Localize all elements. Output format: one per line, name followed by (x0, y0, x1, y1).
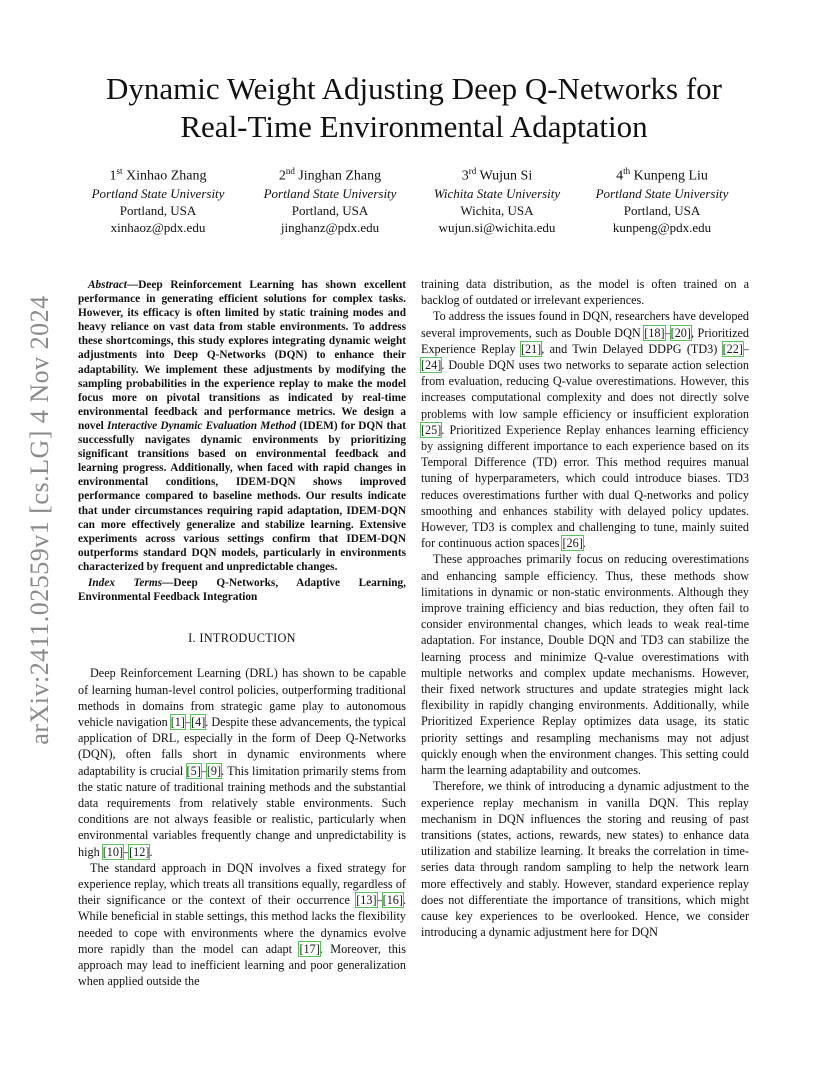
author-location: Portland, USA (119, 202, 197, 218)
section-title-initial: I (199, 631, 204, 646)
paragraph-text: Deep Reinforcement Learning (DRL) has shown to be capable of learning human-level control policies, outperforming traditional methods in domains from strategic game play to autonomous vehicle navigation (78, 666, 406, 729)
citation-link[interactable]: [26] (562, 536, 583, 551)
author-location: Portland, USA (291, 202, 369, 218)
paragraph-text: . Prioritized Experience Replay enhances learning efficiency by assigning different importance to each experience based on its Temporal Difference (TD) error. This method requires manual tuning of hyperparameters, which could introduce biases. TD3 reduces overestimations further with dual Q-networks and policy smoothing and enhances stability with delayed policy updates. However, TD3 is complex and challenging to tune, mainly suited for continuous action spaces (421, 422, 749, 551)
paragraph-text: , Prioritized Experience Replay (421, 325, 749, 356)
paragraph-text: To address the issues found in DQN, researchers have developed several improvements, such as Double DQN (421, 309, 749, 340)
citation-link[interactable]: [21] (520, 341, 542, 356)
author-name-text: Kunpeng Liu (633, 168, 708, 184)
author-name (78, 163, 238, 185)
citation-link[interactable]: [9] (206, 763, 222, 778)
paragraph: Therefore, we think of introducing a dynamic adjustment to the experience replay mechanism in vanilla DQN. This replay mechanism in DQN influences the storing and reusing of past transitions (states, actions, rewards, new states) to enhance data utilization and stabilize learning. It breaks the correlation in time-series data through random sampling to help the network learn more effectively and stably. However, standard experience replay does not differentiate the importance of transitions, which might cause key experiences to be overlooked. Hence, we consider introducing a dynamic adjustment here for DQN (421, 779, 749, 940)
paragraph: These approaches primarily focus on reducing overestimations and enhancing sample efficiency. Thus, these methods show limitations in dynamic or non-static environments. Although they improve training efficiency and bias reduction, they often fail to consider environmental changes, which leads to weak real-time adaptation. For instance, Double DQN and TD3 can stabilize the learning process and minimize Q-value overestimations with multiple networks and complex update mechanisms. However, their fixed network structures and update strategies might lack flexibility in rapidly changing environments. Additionally, while Prioritized Experience Replay optimizes data usage, its static priority settings and resampling mechanisms may not adjust quickly enough when the environment changes. This setting could harm the learning adaptability and outcomes. (421, 552, 749, 778)
citation-link[interactable]: [13] (356, 893, 377, 908)
author-ordinal: 4 (616, 168, 624, 184)
citation-range-dash: – (742, 341, 749, 356)
abstract-text: Deep Reinforcement Learning has shown excellent performance in generating efficient solutions for complex tasks. However, its efficacy is often limited by static training modes and heavy reliance on vast data from stable environments. To address these shortcomings, this study explores integrating dynamic weight adjustments into Deep Q-Networks (DQN) to enhance their adaptability. We implement these adjustments by modifying the sampling probabilities in the experience replay to make the model focus more on pivotal transitions as indicated by real-time environmental feedback and performance metrics. We design a novel (78, 279, 406, 432)
paragraph-text: . Despite these advancements, the typical application of DRL, especially in the form of Deep Q-Networks (DQN), often falls short in dynamic environments where adaptability is crucial (78, 714, 406, 778)
section-title (199, 631, 296, 645)
paragraph-text: . Double DQN uses two networks to separate action selection from evaluation, reducing Q-value overestimations. However, this increases computational complexity and does not directly solve problems with low sample efficiency or insufficient exploration (421, 358, 749, 421)
author-name (582, 163, 742, 185)
citation-link[interactable]: [20] (670, 325, 691, 340)
author-ordinal-suffix: rd (468, 166, 477, 176)
author-name (417, 163, 577, 185)
citation-range-dash: – (376, 893, 383, 908)
right-column (421, 276, 749, 940)
citation-link[interactable]: [10] (102, 844, 124, 859)
paragraph-text: . (582, 536, 586, 551)
citation-link[interactable]: [17] (299, 941, 320, 956)
paragraph-text: . While beneficial in stable settings, this method lacks the flexibility needed to cope with environments where the dynamics evolve more rapidly than the model can adapt (78, 893, 406, 956)
author-ordinal-suffix: th (623, 166, 631, 176)
index-terms (78, 576, 406, 604)
citation-link[interactable]: [25] (421, 422, 442, 437)
author-affiliation: Wichita State University (433, 185, 561, 201)
arxiv-id: arXiv:2411.02559v1 [cs.LG] 4 Nov 2024 (25, 295, 54, 745)
author-block (417, 163, 577, 236)
author-location: Portland, USA (623, 202, 701, 218)
author-name-text: Xinhao Zhang (126, 168, 207, 184)
abstract-lead: Abstract— (88, 279, 139, 291)
citation-link[interactable]: [4] (191, 714, 206, 729)
citation-link[interactable]: [5] (186, 763, 201, 778)
author-ordinal-suffix: nd (285, 166, 295, 176)
citation-link[interactable]: [16] (382, 893, 403, 908)
citation-link[interactable]: [22] (722, 341, 743, 356)
author-affiliation: Portland State University (595, 185, 729, 201)
citation-range-dash: – (123, 844, 130, 859)
paragraph-text: . Moreover, this approach may lead to inefficient learning and poor generalization when applied outside the (78, 941, 406, 989)
section-number: I. (188, 631, 196, 646)
author-email: jinghanz@pdx.edu (280, 219, 380, 235)
arxiv-sidebar (25, 292, 54, 748)
index-terms-text: —Deep Q-Networks, Adaptive Learning, Environmental Feedback Integration (78, 576, 406, 604)
paragraph (78, 665, 406, 859)
paragraph-text: The standard approach in DQN involves a fixed strategy for experience replay, which treats all transitions equally, regardless of their significance or the context of their occurrence (78, 860, 406, 908)
citation-link[interactable]: [18] (644, 325, 665, 340)
paragraph-text: . (149, 844, 153, 859)
author-block (78, 163, 238, 236)
author-affiliation: Portland State University (91, 185, 225, 201)
abstract (78, 278, 406, 574)
author-name-text: Wujun Si (479, 168, 533, 184)
author-affiliation: Portland State University (263, 185, 397, 201)
title-line-1: Dynamic Weight Adjusting Deep Q-Networks for (106, 71, 722, 106)
paragraph (421, 308, 749, 551)
index-terms-lead: Index Terms (88, 576, 163, 589)
citation-range-dash: – (184, 714, 192, 729)
paragraph: training data distribution, as the model is often trained on a backlog of outdated or irrelevant experiences. (421, 277, 749, 308)
author-ordinal-suffix: st (116, 166, 123, 176)
author-name-text: Jinghan Zhang (298, 168, 382, 184)
citation-link[interactable]: [1] (170, 714, 185, 729)
author-email: kunpeng@pdx.edu (612, 219, 712, 235)
citation-range-dash: – (200, 763, 207, 778)
author-block (582, 163, 742, 236)
paper-title (60, 70, 768, 146)
author-email: xinhaoz@pdx.edu (110, 219, 206, 235)
author-name (250, 163, 410, 185)
author-block (250, 163, 410, 236)
abstract-text: (IDEM) for DQN that successfully navigates dynamic environments by prioritizing significant transitions based on environmental feedback and learning progress. Additionally, when faced with rapid changes in environmental conditions, IDEM-DQN shows improved performance compared to baseline methods. Our results indicate that under circumstances requiring rapid adaptation, IDEM-DQN can more effectively generalize and stabilize learning. Extensive experiments across various settings confirm that IDEM-DQN outperforms standard DQN models, particularly in environments characterized by frequent and unpredictable changes. (78, 419, 407, 573)
paragraph-text: , and Twin Delayed DDPG (TD3) (541, 341, 723, 356)
author-email: wujun.si@wichita.edu (438, 219, 556, 235)
citation-link[interactable]: [24] (421, 358, 442, 373)
method-name: Interactive Dynamic Evaluation Method (106, 419, 297, 432)
author-location: Wichita, USA (460, 202, 534, 218)
title-line-2: Real-Time Environmental Adaptation (180, 109, 648, 144)
author-ordinal: 3 (461, 168, 469, 184)
paragraph-text: . This limitation primarily stems from the static nature of traditional training methods and the substantial data requirements from relatively stable environments. Such conditions are not always feasible or realistic, particularly when environmental variables frequently change and unpredictability is high (78, 763, 406, 859)
author-ordinal: 2 (278, 168, 286, 184)
left-column (78, 278, 406, 989)
author-ordinal: 1 (109, 168, 117, 184)
citation-range-dash: – (664, 325, 671, 340)
section-title-rest: NTRODUCTION (203, 631, 296, 646)
section-heading (78, 630, 406, 646)
citation-link[interactable]: [12] (129, 844, 150, 859)
paragraph (78, 860, 406, 990)
